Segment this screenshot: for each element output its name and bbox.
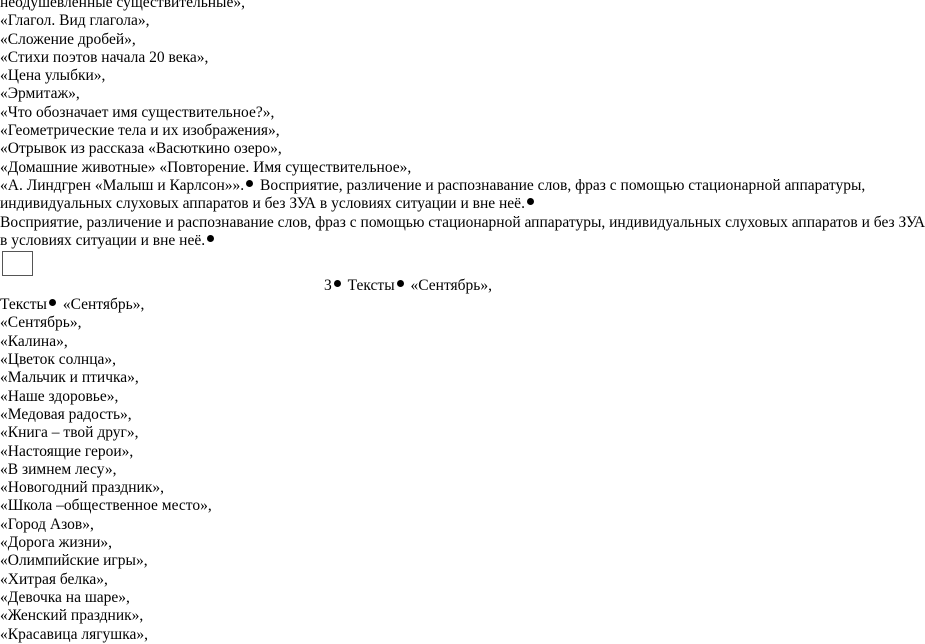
perception-text: Восприятие, различение и распознавание слов, фраз с помощью стационарной аппаратуры, индивидуальных слуховых аппаратов и без ЗУА xyxy=(0,213,925,231)
list-item: «Хитрая белка», xyxy=(0,570,108,588)
lindgren-line xyxy=(0,176,866,195)
text-line: «Глагол. Вид глагола», xyxy=(0,12,150,30)
text-line: «Стихи поэтов начала 20 века», xyxy=(0,48,209,66)
text-line: «Отрывок из рассказа «Васюткино озеро», xyxy=(0,140,282,158)
list-item: «Женский праздник», xyxy=(0,607,144,625)
texts-label: Тексты xyxy=(0,296,47,314)
list-item: «Город Азов», xyxy=(0,515,94,533)
list-item: «Мальчик и птичка», xyxy=(0,369,139,387)
perception-text: в условиях ситуации и вне неё. xyxy=(0,231,206,249)
empty-table-cell xyxy=(2,251,33,276)
lindgren-title: «А. Линдгрен «Малыш и Карлсон»». xyxy=(0,176,245,194)
list-item: «Сентябрь», xyxy=(0,314,82,332)
bullet-icon xyxy=(207,235,214,242)
bullet-icon xyxy=(527,198,534,205)
list-item: «Девочка на шаре», xyxy=(0,588,130,606)
list-item: «В зимнем лесу», xyxy=(0,460,117,478)
perception-text: индивидуальных слуховых аппаратов и без ЗУА в условиях ситуации и вне неё. xyxy=(0,195,525,213)
list-item: «Новогодний праздник», xyxy=(0,479,164,497)
texts-title: «Сентябрь», xyxy=(58,296,145,314)
section-heading-text: «Сентябрь», xyxy=(406,277,492,295)
text-line: «Сложение дробей», xyxy=(0,30,136,48)
list-item: «Книга – твой друг», xyxy=(0,424,139,442)
list-item: «Калина», xyxy=(0,332,68,350)
section-heading-text: Тексты xyxy=(343,277,395,295)
bullet-icon xyxy=(246,180,253,187)
perception-line xyxy=(0,232,816,250)
list-item: «Школа –общественное место», xyxy=(0,497,212,515)
bullet-icon xyxy=(397,280,404,287)
bullet-icon xyxy=(334,280,341,287)
text-line: «Что обозначает имя существительное?», xyxy=(0,103,275,121)
perception-line xyxy=(0,195,816,213)
list-item: «Олимпийские игры», xyxy=(0,552,148,570)
list-item: «Цветок солнца», xyxy=(0,351,117,369)
section-number: 3 xyxy=(324,277,332,295)
text-line: неодушевленные существительные», xyxy=(0,0,245,11)
list-item: «Наше здоровье», xyxy=(0,387,119,405)
section-heading xyxy=(0,277,816,296)
texts-heading xyxy=(0,296,816,314)
text-line: «Цена улыбки», xyxy=(0,67,106,85)
bullet-icon xyxy=(49,299,56,306)
list-item: «Дорога жизни», xyxy=(0,534,113,552)
list-item: «Медовая радость», xyxy=(0,405,132,423)
text-line: «Геометрические тела и их изображения», xyxy=(0,122,280,140)
perception-line xyxy=(0,213,925,232)
list-item: «Красавица лягушка», xyxy=(0,625,149,643)
text-line: «Домашние животные» «Повторение. Имя существительное», xyxy=(0,158,412,176)
perception-text: Восприятие, различение и распознавание слов, фраз с помощью стационарной аппаратуры, xyxy=(256,176,866,194)
list-item: «Настоящие герои», xyxy=(0,442,134,460)
text-line: «Эрмитаж», xyxy=(0,85,80,103)
